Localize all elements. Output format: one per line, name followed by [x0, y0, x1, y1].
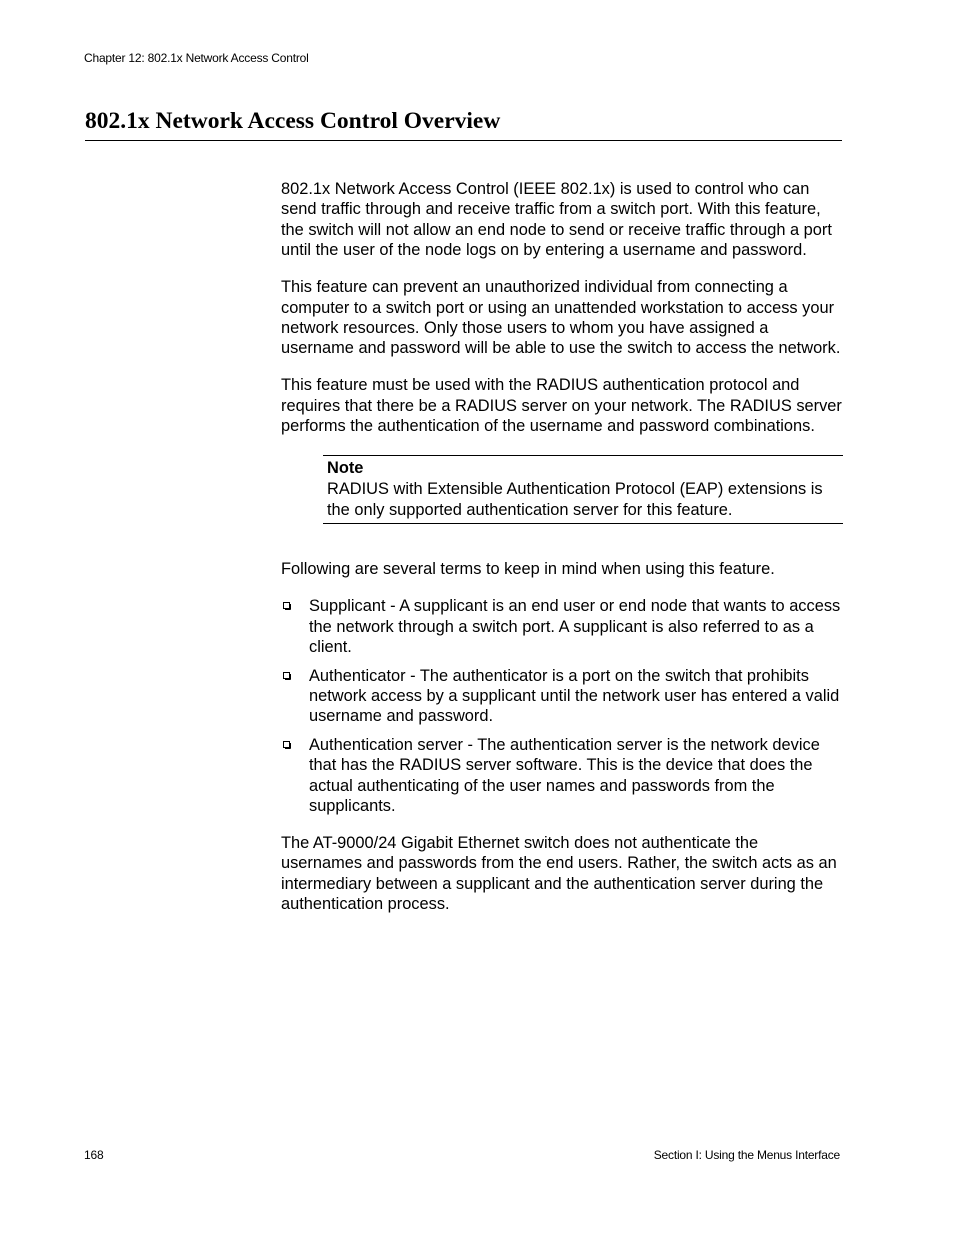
box-bullet-icon	[283, 602, 291, 610]
body-column	[281, 179, 843, 931]
term-authentication-server: Authentication server - The authentication server is the network device that has the RADIUS server software. This is the device that does the actual authenticating of the user names and passwords from the supplicants.	[309, 735, 820, 816]
term-supplicant: Supplicant - A supplicant is an end user or end node that wants to access the network through a switch port. A supplicant is also referred to as a client.	[309, 597, 841, 657]
note-box	[323, 455, 843, 524]
term-authenticator: Authenticator - The authenticator is a port on the switch that prohibits network access by a supplicant until the network user has entered a valid username and password.	[309, 666, 840, 726]
running-footer-section: Section I: Using the Menus Interface	[653, 1148, 840, 1162]
section-title: 802.1x Network Access Control Overview	[85, 106, 842, 141]
paragraph-security: This feature can prevent an unauthorized individual from connecting a computer to a switch port or using an unattended workstation to access your network resources. Only those users to whom you have assigned a username and password will be able to use the switch to access the network.	[281, 278, 841, 358]
terms-intro: Following are several terms to keep in mind when using this feature.	[281, 560, 775, 579]
note-text: RADIUS with Extensible Authentication Protocol (EAP) extensions is the only supported authentication server for this feature.	[327, 480, 823, 520]
terms-list	[281, 596, 843, 816]
page-number: 168	[84, 1148, 104, 1162]
note-label: Note	[327, 459, 364, 478]
closing-paragraph: The AT-9000/24 Gigabit Ethernet switch does not authenticate the usernames and passwords from the end users. Rather, the switch acts as an intermediary between a supplicant and the authentication server during the authentication process.	[281, 833, 837, 914]
paragraph-radius: This feature must be used with the RADIUS authentication protocol and requires that there be a RADIUS server on your network. The RADIUS server performs the authentication of the username and password combinations.	[281, 376, 842, 436]
list-item	[281, 735, 843, 817]
list-item	[281, 666, 843, 727]
running-header: Chapter 12: 802.1x Network Access Control	[84, 51, 309, 65]
box-bullet-icon	[283, 741, 291, 749]
paragraph-intro: 802.1x Network Access Control (IEEE 802.1x) is used to control who can send traffic through and receive traffic from a switch port. With this feature, the switch will not allow an end node to send or receive traffic through a port until the user of the node logs on by entering a username and password.	[281, 180, 832, 260]
list-item	[281, 596, 843, 657]
box-bullet-icon	[283, 672, 291, 680]
